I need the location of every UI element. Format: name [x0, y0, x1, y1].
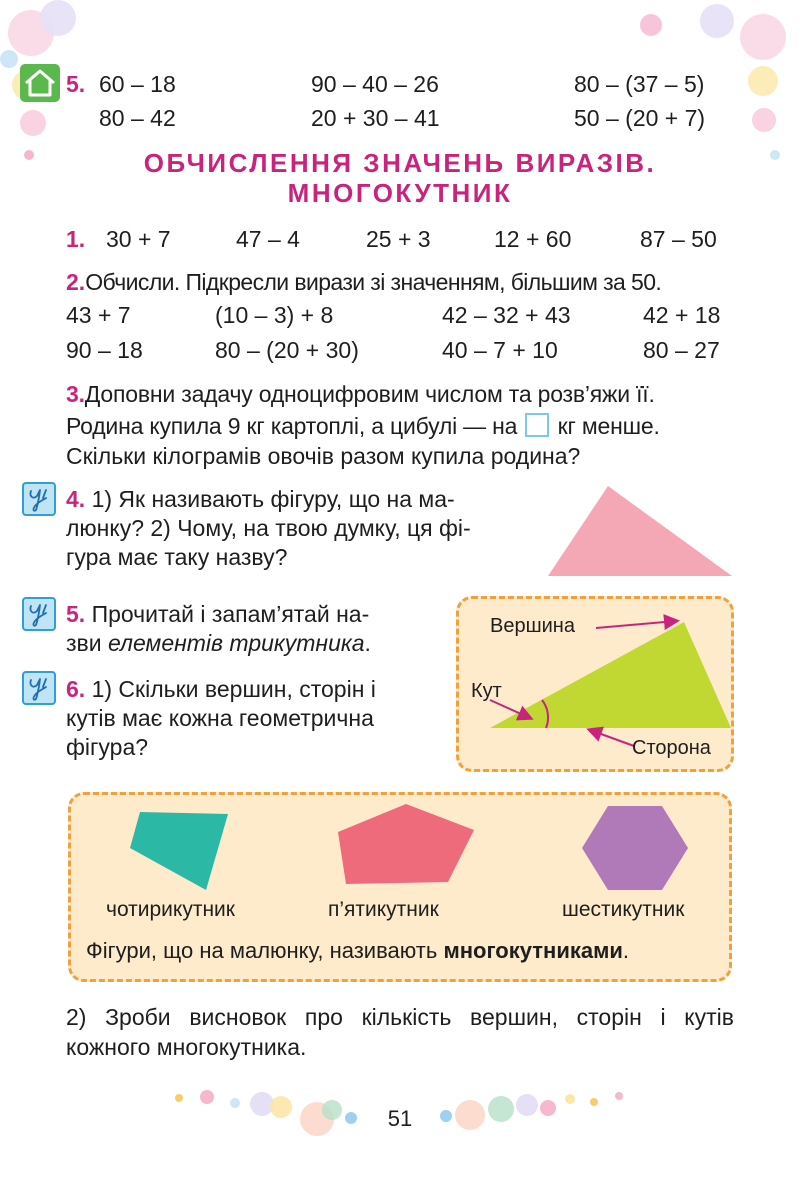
handwriting-u-icon — [22, 597, 56, 631]
exercise-number: 5. — [66, 71, 86, 97]
exercise-6-line-1 — [66, 675, 376, 704]
expression: 20 + 30 – 41 — [311, 105, 440, 131]
exercise-number: 6. — [66, 676, 86, 702]
vertex-label: Вершина — [490, 615, 575, 637]
expression: 80 – 42 — [99, 105, 176, 131]
expression: 80 – (37 – 5) — [574, 71, 705, 97]
expression: (10 – 3) + 8 — [215, 302, 334, 328]
exercise-number: 3. — [66, 381, 85, 407]
emphasis-text: елементів трикутника — [108, 630, 365, 656]
exercise-2-instruction — [66, 268, 661, 297]
expression: 87 – 50 — [640, 226, 717, 252]
caption-text: . — [622, 938, 630, 963]
expression: 12 + 60 — [494, 226, 572, 252]
task-text: Прочитай і запам’ятай на- — [91, 601, 370, 627]
expression: 42 – 32 + 43 — [442, 302, 571, 328]
pink-triangle-figure — [540, 480, 740, 580]
angle-label: Кут — [471, 680, 502, 702]
handwriting-u-icon — [22, 482, 56, 516]
expression: 43 + 7 — [66, 302, 131, 328]
instruction-text: Обчисли. Підкресли вирази зі значенням, більшим за 50. — [85, 269, 662, 295]
side-label: Сторона — [632, 737, 711, 759]
exercise-3-line-2 — [66, 412, 660, 441]
home-icon — [20, 64, 60, 102]
hexagon-shape — [582, 804, 692, 892]
exercise-5-line-1 — [66, 600, 369, 629]
expression: 47 – 4 — [236, 226, 300, 252]
exercise-4-line-1 — [66, 485, 455, 514]
page-title: ОБЧИСЛЕННЯ ЗНАЧЕНЬ ВИРАЗІВ. — [143, 148, 657, 178]
answer-box-input[interactable] — [525, 413, 549, 437]
caption-bold: многокутниками — [443, 938, 623, 963]
pentagon-shape — [334, 802, 478, 888]
handwriting-u-icon — [22, 671, 56, 705]
task-text: Доповни задачу одноцифровим числом та розв’яжи її. — [84, 381, 655, 407]
page-number: 51 — [387, 1106, 413, 1131]
exercise-6-part-2-line-2: кожного многокутника. — [66, 1034, 307, 1060]
hexagon-label: шестикутник — [562, 898, 685, 921]
expression: 40 – 7 + 10 — [442, 337, 558, 363]
expression: 30 + 7 — [106, 226, 171, 252]
expression: 80 – (20 + 30) — [215, 337, 359, 363]
exercise-4-line-3: гура має таку назву? — [66, 544, 288, 570]
exercise-number: 1. — [66, 226, 86, 252]
expression: 50 – (20 + 7) — [574, 105, 706, 131]
task-text: . — [364, 630, 371, 656]
exercise-number: 4. — [66, 486, 86, 512]
task-text: Родина купила 9 кг картоплі, а цибулі — на — [66, 413, 518, 439]
exercise-number: 5. — [66, 601, 86, 627]
caption-text: Фігури, що на малюнку, називають — [86, 938, 444, 963]
expression: 80 – 27 — [643, 337, 720, 363]
page-subtitle: МНОГОКУТНИК — [287, 178, 513, 208]
task-text: 1) Скільки вершин, сторін і — [91, 676, 376, 702]
exercise-6-line-3: фігура? — [66, 734, 149, 760]
exercise-3-line-1 — [66, 380, 655, 409]
quadrilateral-shape — [128, 808, 238, 898]
expression: 25 + 3 — [366, 226, 431, 252]
exercise-6-line-2: кутів має кожна геометрична — [66, 705, 374, 731]
expression: 60 – 18 — [99, 71, 176, 97]
task-text: зви — [66, 630, 109, 656]
exercise-5-line-2 — [66, 629, 371, 658]
pentagon-label: п’ятикутник — [328, 898, 439, 921]
exercise-6-part-2-line-1: 2) Зроби висновок про кількість вершин, сторін і кутів — [66, 1004, 734, 1030]
task-text: кг менше. — [557, 413, 660, 439]
quadrilateral-label: чотирикутник — [106, 898, 235, 921]
expression: 90 – 40 – 26 — [311, 71, 439, 97]
exercise-3-line-3: Скільки кілограмів овочів разом купила родина? — [66, 443, 581, 469]
exercise-number: 2. — [66, 269, 86, 295]
task-text: 1) Як називають фігуру, що на ма- — [91, 486, 455, 512]
exercise-4-line-2: люнку? 2) Чому, на твою думку, ця фі- — [66, 515, 471, 541]
expression: 90 – 18 — [66, 337, 143, 363]
expression: 42 + 18 — [643, 302, 721, 328]
polygons-caption — [86, 938, 629, 964]
